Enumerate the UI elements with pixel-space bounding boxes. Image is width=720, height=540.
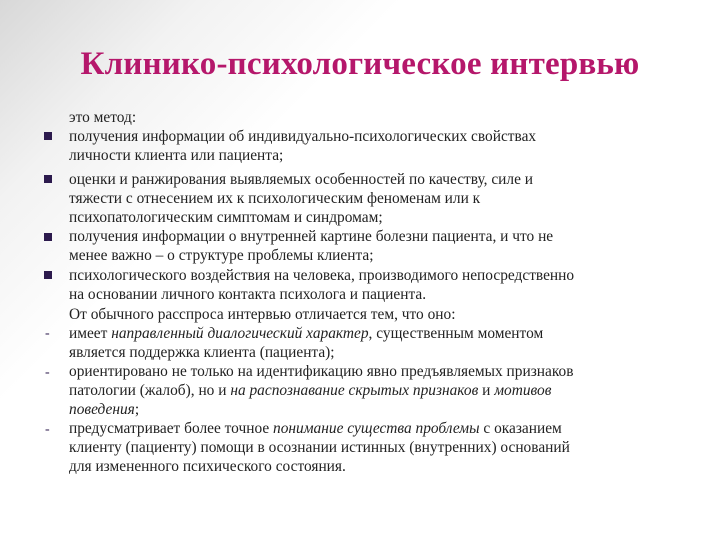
slide-title: Клинико-психологическое интервью [80, 46, 640, 82]
dash-bullet-icon: - [45, 365, 50, 380]
dash-1-line-2: является поддержка клиента (пациента); [69, 344, 335, 361]
comparison-intro: От обычного расспроса интервью отличается тем, что оно: [69, 306, 456, 323]
bullet-4-line-2: на основании личного контакта психолога и пациента. [69, 286, 427, 303]
square-bullet-icon [44, 175, 52, 183]
dash-bullet-icon: - [45, 326, 50, 341]
bullet-2-line-2: тяжести с отнесением их к психологическим феноменам или к [69, 190, 481, 207]
dash-1-line-1: имеет направленный диалогический характер, существенным моментом [69, 325, 544, 342]
square-bullet-icon [44, 132, 52, 140]
bullet-3-line-1: получения информации о внутренней картине болезни пациента, и что не [69, 228, 554, 245]
bullet-4-line-1: психологического воздействия на человека, производимого непосредственно [69, 267, 575, 284]
square-bullet-icon [44, 271, 52, 279]
square-bullet-icon [44, 233, 52, 241]
dash-2-line-2: патологии (жалоб), но и на распознавание скрытых признаков и мотивов [69, 382, 552, 399]
dash-3-line-2: клиенту (пациенту) помощи в осознании истинных (внутренних) оснований [69, 439, 570, 456]
dash-bullet-icon: - [45, 422, 50, 437]
dash-2-line-1: ориентировано не только на идентификацию явно предъявляемых признаков [69, 363, 574, 380]
dash-3-line-1: предусматривает более точное понимание существа проблемы с оказанием [69, 420, 562, 437]
bullet-1-line-2: личности клиента или пациента; [69, 147, 284, 164]
dash-3-line-3: для измененного психического состояния. [69, 458, 346, 475]
bullet-2-line-3: психопатологическим симптомам и синдромам; [69, 209, 383, 226]
dash-2-line-3: поведения; [69, 401, 140, 418]
bullet-3-line-2: менее важно – о структуре проблемы клиента; [69, 247, 374, 264]
bullet-2-line-1: оценки и ранжирования выявляемых особенностей по качеству, силе и [69, 171, 534, 188]
intro-text: это метод: [69, 109, 137, 126]
bullet-1-line-1: получения информации об индивидуально-психологических свойствах [69, 128, 537, 145]
